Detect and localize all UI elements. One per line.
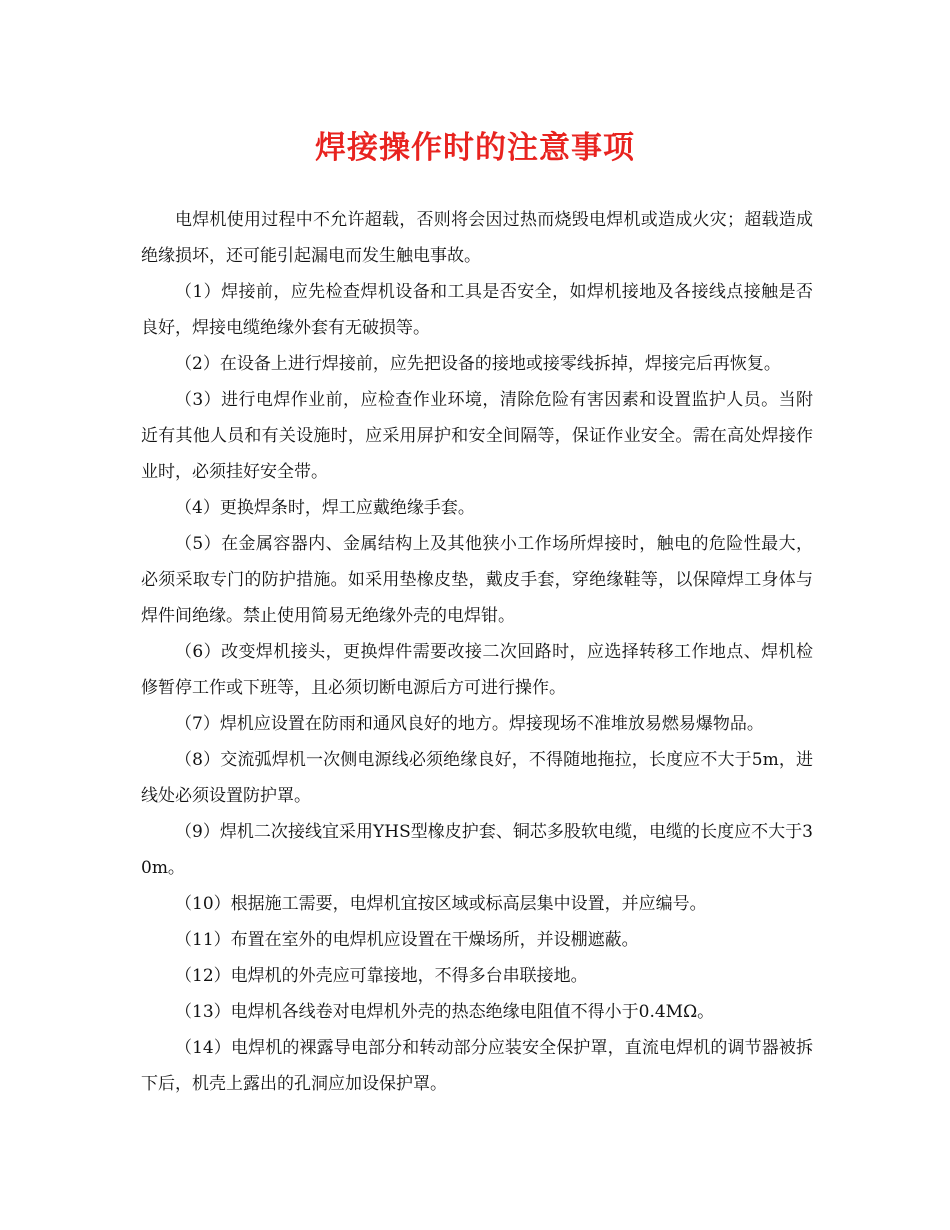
paragraph-item-14: （14）电焊机的裸露导电部分和转动部分应装安全保护罩，直流电焊机的调节器被拆下后，机壳上露出的孔洞应加设保护罩。 xyxy=(141,1038,813,1094)
paragraph-item-5: （5）在金属容器内、金属结构上及其他狭小工作场所焊接时，触电的危险性最大，必须采取专门的防护措施。如采用垫橡皮垫，戴皮手套，穿绝缘鞋等，以保障焊工身体与焊件间绝缘。禁止使用简易无绝缘外壳的电焊钳。 xyxy=(141,534,813,626)
paragraph-item-12: （12）电焊机的外壳应可靠接地，不得多台串联接地。 xyxy=(175,966,588,986)
paragraph-item-3: （3）进行电焊作业前，应检查作业环境，清除危险有害因素和设置监护人员。当附近有其他人员和有关设施时，应采用屏护和安全间隔等，保证作业安全。需在高处焊接作业时，必须挂好安全带。 xyxy=(141,390,813,482)
paragraph-item-11: （11）布置在室外的电焊机应设置在干燥场所，并设棚遮蔽。 xyxy=(175,930,639,950)
paragraph-item-4: （4）更换焊条时，焊工应戴绝缘手套。 xyxy=(175,498,475,518)
document-body xyxy=(141,202,813,1102)
paragraph-item-9: （9）焊机二次接线宜采用YHS型橡皮护套、铜芯多股软电缆，电缆的长度应不大于30m。 xyxy=(141,822,813,878)
paragraph-item-1: （1）焊接前，应先检查焊机设备和工具是否安全，如焊机接地及各接线点接触是否良好，焊接电缆绝缘外套有无破损等。 xyxy=(141,282,813,338)
document-title: 焊接操作时的注意事项 xyxy=(315,130,635,166)
paragraph-item-8: （8）交流弧焊机一次侧电源线必须绝缘良好，不得随地拖拉，长度应不大于5m，进线处必须设置防护罩。 xyxy=(141,750,813,806)
paragraph-intro: 电焊机使用过程中不允许超载，否则将会因过热而烧毁电焊机或造成火灾；超载造成绝缘损坏，还可能引起漏电而发生触电事故。 xyxy=(141,210,813,266)
paragraph-item-7: （7）焊机应设置在防雨和通风良好的地方。焊接现场不准堆放易燃易爆物品。 xyxy=(175,714,764,734)
paragraph-item-10: （10）根据施工需要，电焊机宜按区域或标高层集中设置，并应编号。 xyxy=(175,894,707,914)
paragraph-item-6: （6）改变焊机接头，更换焊件需要改接二次回路时，应选择转移工作地点、焊机检修暂停工作或下班等，且必须切断电源后方可进行操作。 xyxy=(141,642,813,698)
paragraph-item-13: （13）电焊机各线卷对电焊机外壳的热态绝缘电阻值不得小于0.4MΩ。 xyxy=(175,1002,715,1022)
paragraph-item-2: （2）在设备上进行焊接前，应先把设备的接地或接零线拆掉，焊接完后再恢复。 xyxy=(175,354,781,374)
